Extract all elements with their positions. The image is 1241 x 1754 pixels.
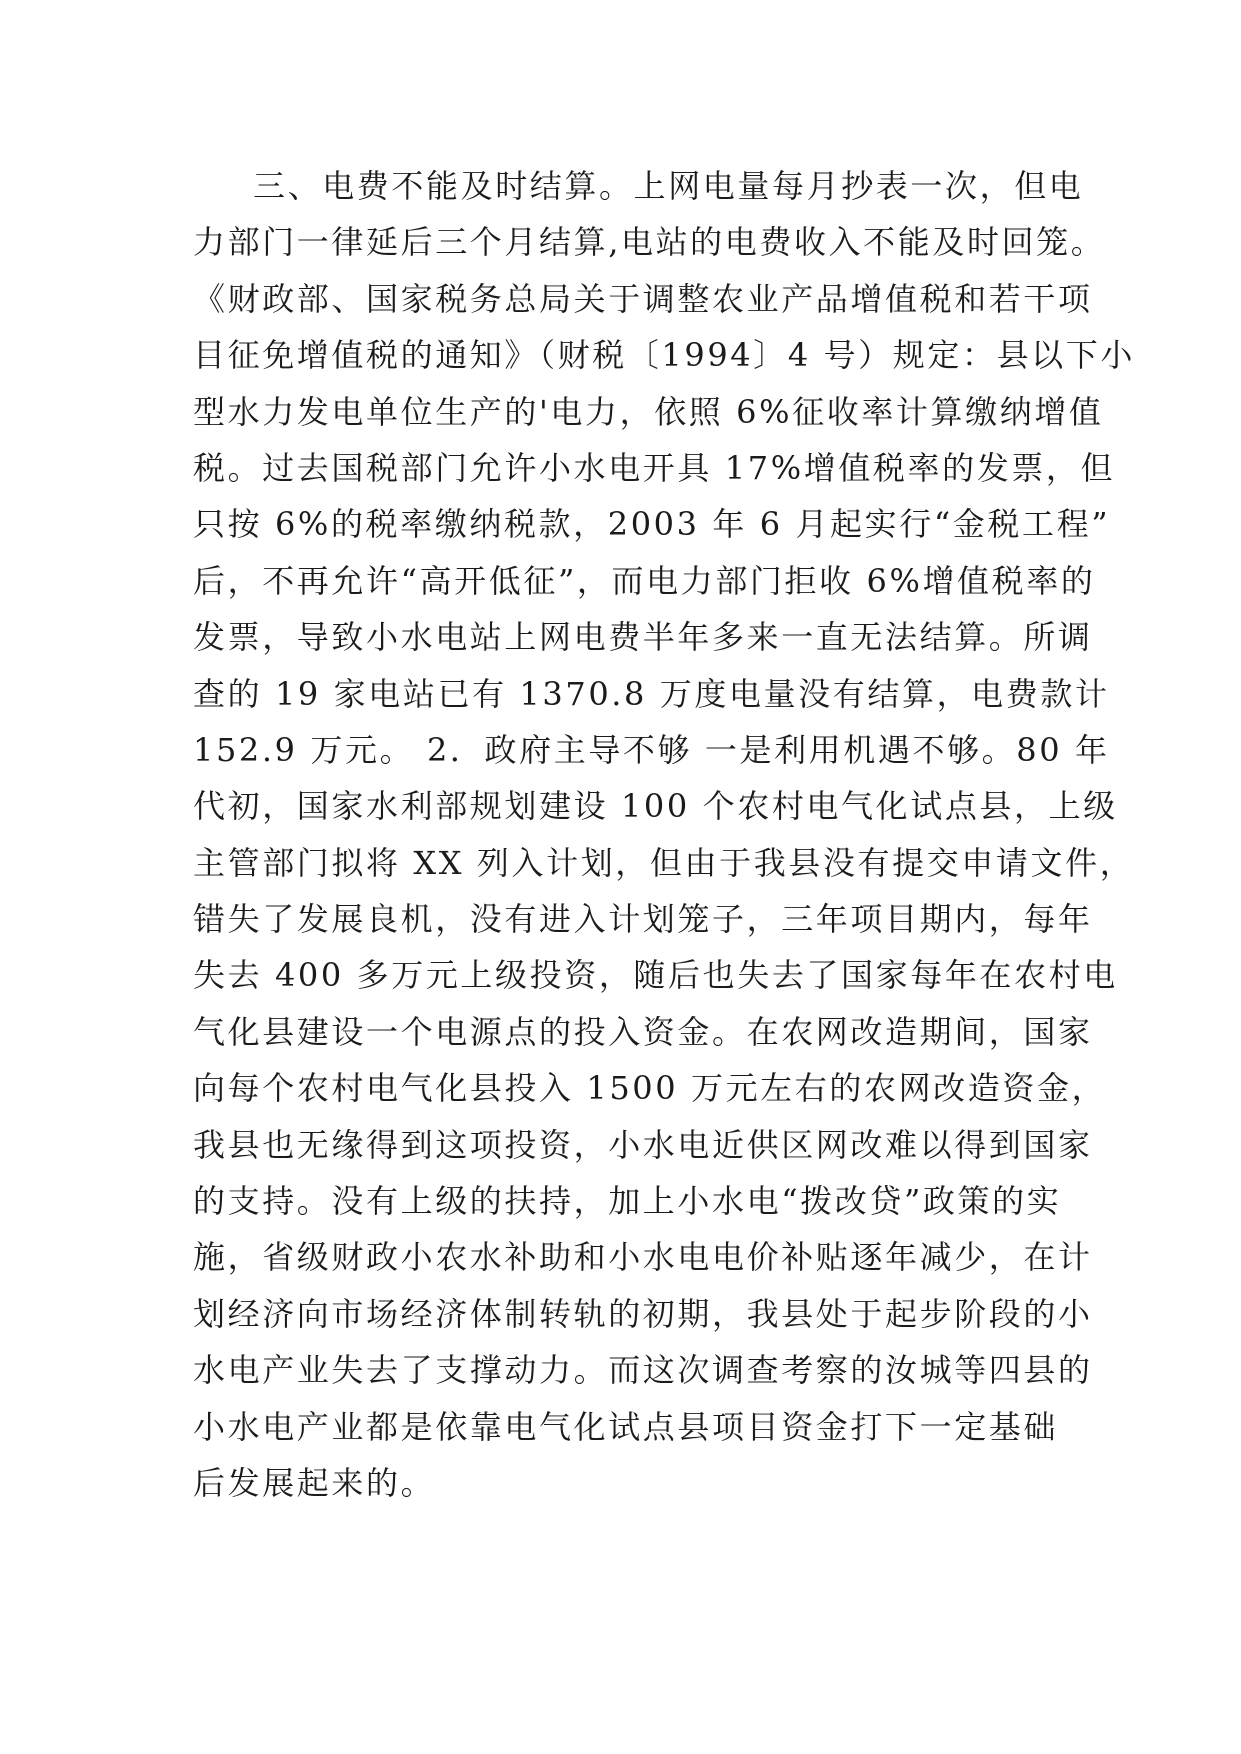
text-line: 小水电产业都是依靠电气化试点县项目资金打下一定基础 bbox=[193, 1407, 1059, 1446]
text-line: 152.9 万元。 2．政府主导不够 一是利用机遇不够。80 年 bbox=[193, 730, 1110, 769]
text-line: 税。过去国税部门允许小水电开具 17%增值税率的发票，但 bbox=[193, 448, 1116, 487]
text-line: 气化县建设一个电源点的投入资金。在农网改造期间，国家 bbox=[193, 1012, 1093, 1051]
text-line: 水电产业失去了支撑动力。而这次调查考察的汝城等四县的 bbox=[193, 1351, 1093, 1390]
text-line: 代初，国家水利部规划建设 100 个农村电气化试点县，上级 bbox=[193, 787, 1118, 826]
text-line: 主管部门拟将 XX 列入计划，但由于我县没有提交申请文件， bbox=[193, 843, 1135, 882]
text-line: 划经济向市场经济体制转轨的初期，我县处于起步阶段的小 bbox=[193, 1294, 1093, 1333]
text-line: 只按 6%的税率缴纳税款，2003 年 6 月起实行“金税工程” bbox=[193, 505, 1111, 544]
text-line: 我县也无缘得到这项投资，小水电近供区网改难以得到国家 bbox=[193, 1125, 1093, 1164]
text-line: 的支持。没有上级的扶持，加上小水电“拨改贷”政策的实 bbox=[193, 1182, 1062, 1221]
text-line: 型水力发电单位生产的'电力，依照 6%征收率计算缴纳增值 bbox=[193, 392, 1104, 431]
text-line: 失去 400 多万元上级投资，随后也失去了国家每年在农村电 bbox=[193, 956, 1118, 995]
text-line: 三、电费不能及时结算。上网电量每月抄表一次，但电 bbox=[253, 167, 1084, 205]
text-line: 向每个农村电气化县投入 1500 万元左右的农网改造资金， bbox=[193, 1069, 1107, 1108]
text-line: 后发展起来的。 bbox=[193, 1463, 436, 1502]
body-paragraph bbox=[193, 158, 1135, 1511]
text-line: 发票，导致小水电站上网电费半年多来一直无法结算。所调 bbox=[193, 618, 1093, 657]
text-line: 目征免增值税的通知》（财税〔1994〕4 号）规定：县以下小 bbox=[193, 336, 1135, 375]
text-line: 查的 19 家电站已有 1370.8 万度电量没有结算，电费款计 bbox=[193, 674, 1110, 713]
text-line: 力部门一律延后三个月结算,电站的电费收入不能及时回笼。 bbox=[193, 223, 1106, 262]
text-line: 施，省级财政小农水补助和小水电电价补贴逐年减少，在计 bbox=[193, 1238, 1093, 1277]
text-line: 后，不再允许“高开低征”，而电力部门拒收 6%增值税率的 bbox=[193, 561, 1096, 600]
text-line: 《财政部、国家税务总局关于调整农业产品增值税和若干项 bbox=[193, 279, 1093, 318]
text-line: 错失了发展良机，没有进入计划笼子，三年项目期内，每年 bbox=[193, 900, 1093, 939]
